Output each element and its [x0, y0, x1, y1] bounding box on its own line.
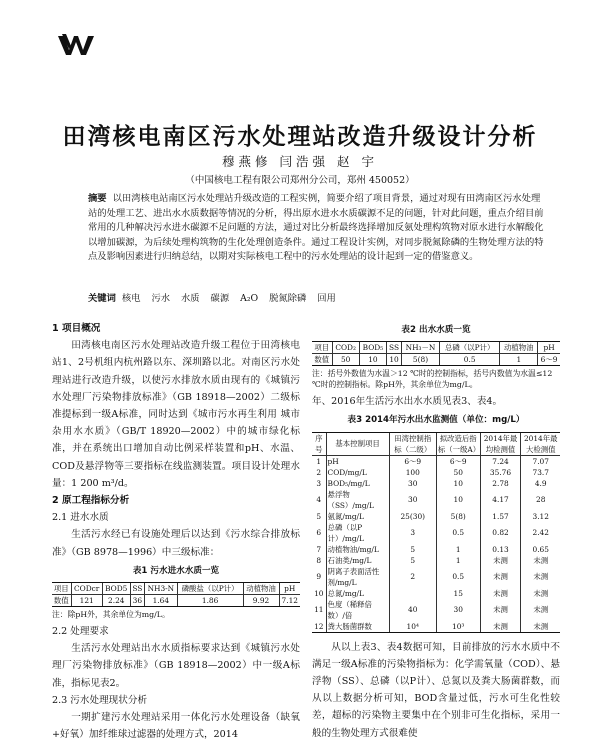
- table-caption: 表1 污水进水水质一览: [132, 565, 220, 576]
- subsection-heading: 2.1 进水水质: [52, 512, 109, 524]
- table-row: [312, 511, 560, 522]
- table-header-cell: 项目: [52, 583, 71, 595]
- table-cell: 未测: [521, 599, 560, 621]
- table-header-cell: 2014年最均检测值: [480, 432, 521, 455]
- table-cell: [389, 588, 436, 599]
- table-cell: 8: [316, 555, 322, 565]
- table-cell: 7: [316, 544, 322, 554]
- keywords-label: 关键词: [88, 293, 116, 304]
- table-1: [52, 582, 300, 607]
- table-header-cell: BOD₅: [359, 342, 386, 354]
- section-heading: 1 项目概况: [52, 323, 101, 334]
- left-column: [52, 320, 300, 743]
- table-cell: 100: [389, 467, 436, 478]
- table-cell: 3: [316, 478, 322, 488]
- abstract-text: 以田湾核电站南区污水处理站升级改造的工程实例，简要介绍了项目背景，通过对现有田湾南区污水处理站的处理工艺、进出水水质数据等情况的分析，得出原水进水水质碳源不足的问题，针对此问题，重点介绍目前常用的几种解决污水进水碳源不足问题的方法，通过对比分析最终选择增加反氨处理构筑物对原水进行水解酸化以增加碳源，为后续处理构筑物的生化处理创造条件。通过工程设计实例，对同步脱氮除磷的生物处理方法的特点及影响因素进行归纳总结，以期对实际核电工程中的污水处理站的设计起到一定的借鉴意义。: [88, 193, 544, 263]
- table-cell: 30: [389, 478, 436, 489]
- table-cell: 0.82: [480, 522, 521, 544]
- table-cell: 3: [389, 522, 436, 544]
- table-cell: 4.17: [480, 489, 521, 511]
- table-cell: 10: [359, 354, 386, 366]
- table-header-cell: 基本控制项目: [326, 432, 389, 455]
- table-cell: 10: [436, 489, 480, 511]
- table-cell: 未测: [480, 588, 521, 599]
- table-cell: 石油类/mg/L: [326, 555, 389, 566]
- table-cell: 悬浮物（SS）/mg/L: [326, 489, 389, 511]
- table-header-cell: 序号: [312, 432, 326, 455]
- table-cell: 40: [389, 599, 436, 621]
- table-cell: 0.13: [480, 544, 521, 555]
- table-row: [312, 566, 560, 588]
- affiliation: （中国核电工程有限公司郑州分公司，郑州 450052）: [185, 175, 415, 186]
- subsection-heading: 2.3 污水处理现状分析: [52, 694, 148, 706]
- table-cell: 1: [436, 544, 480, 555]
- table-cell: COD/mg/L: [326, 467, 389, 478]
- table-cell: 9.92: [243, 595, 279, 607]
- table-header-cell: 总磷（以P计）: [439, 342, 500, 354]
- table-header-cell: 项目: [312, 342, 332, 354]
- table-cell: 1: [316, 456, 322, 466]
- table-cell: 未测: [480, 566, 521, 588]
- table-row: [312, 555, 560, 566]
- table-cell: 7.07: [521, 455, 560, 467]
- table-cell: 7.12: [279, 595, 300, 607]
- table-cell: 未测: [480, 599, 521, 621]
- table-row: [312, 544, 560, 555]
- paragraph: 生活污水处理站出水水质指标要求达到《城镇污水处理厂污染物排放标准》（GB 18918—2002）中一级A标准，指标见表2。: [52, 643, 300, 689]
- table-cell: 4: [316, 495, 322, 505]
- table-header-cell: SS: [387, 342, 402, 354]
- keywords: [88, 290, 548, 304]
- paragraph: 从以上表3、表4数据可知，目前排放的污水水质中不满足一级A标准的污染物指标为：化学需氧量（COD）、悬浮物（SS）、总磷（以P计）、总氮以及粪大肠菌群数，而从以上数据分析可知，BOD含量过低，污水可生化性较差，超标的污染物主要集中在个别非可生化指标，采用一般的生物处理方式很难使: [312, 641, 560, 739]
- right-column: [312, 320, 560, 742]
- table-cell: 50: [436, 467, 480, 478]
- table-cell: 总氮/mg/L: [326, 588, 389, 599]
- table-cell: 6～9: [389, 455, 436, 467]
- table-cell: 10: [436, 478, 480, 489]
- table-cell: 9: [316, 572, 322, 582]
- table-cell: 3.12: [521, 511, 560, 522]
- table-cell: 5(8): [436, 511, 480, 522]
- table-row: [312, 455, 560, 467]
- table-cell: 未测: [480, 621, 521, 633]
- table-cell: 10: [314, 588, 324, 598]
- table-cell: 73.7: [521, 467, 560, 478]
- subsection-heading: 2.2 处理要求: [52, 626, 109, 638]
- table-note: 注：括号外数值为水温＞12 ℃时的控制指标，括号内数值为水温≤12 ℃时的控制指标。除pH外，其余单位为mg/L。: [312, 369, 553, 390]
- table-header-cell: 动植物油: [500, 342, 538, 354]
- table-cell: 0.65: [521, 544, 560, 555]
- table-cell: 动植物油/mg/L: [326, 544, 389, 555]
- table-cell: 1.86: [177, 595, 243, 607]
- table-cell: 10⁴: [389, 621, 436, 633]
- table-cell: 28: [521, 489, 560, 511]
- table-cell: 36: [130, 595, 144, 607]
- table-3: [312, 432, 560, 633]
- table-cell: 10: [387, 354, 402, 366]
- table-header-cell: 田湾控制指标（二级）: [389, 432, 436, 455]
- table-cell: 阴离子表面活性剂/mg/L: [326, 566, 389, 588]
- table-header-cell: pH: [538, 342, 560, 354]
- table-row: [312, 478, 560, 489]
- authors: 穆燕修 闫浩强 赵 宇: [222, 154, 378, 169]
- table-header-cell: 2014年最大检测值: [521, 432, 560, 455]
- table-2: [312, 341, 560, 366]
- table-header-cell: COD₂: [332, 342, 359, 354]
- table-cell: 0.5: [436, 566, 480, 588]
- table-row: [312, 621, 560, 633]
- paragraph: 生活污水经已有设施处理后以达到《污水综合排放标准》（GB 8978—1996）中三级标准：: [52, 529, 300, 558]
- paper-title: 田湾核电南区污水处理站改造升级设计分析: [62, 124, 538, 150]
- table-header-cell: 动植物油: [243, 583, 279, 595]
- table-cell: 氨氮/mg/L: [326, 511, 389, 522]
- table-cell: 4.9: [521, 478, 560, 489]
- abstract-label: 摘要: [88, 193, 107, 204]
- table-cell: 50: [332, 354, 359, 366]
- table-cell: 0.5: [439, 354, 500, 366]
- table-cell: 未测: [521, 621, 560, 633]
- table-cell: 2.78: [480, 478, 521, 489]
- table-cell: 1: [436, 555, 480, 566]
- paragraph: 田湾核电南区污水处理站改造升级工程位于田湾核电站1、2号机组内杭州路以东、深圳路以北。对南区污水处理站进行改造升级，以使污水排放水质由现有的《城镇污水处理厂污染物排放标准》（GB 18918—2002）二级标准提标到一级A标准，同时达到《城市污水再生利用 城市杂用水水质》（GB/T 18920—2002）中的城市绿化标准，并在系统出口增加自动比例采样装置和pH、水温、COD及悬浮物等三要指标在线监测装置。项目设计处理水量：1 200 m³/d。: [52, 340, 300, 489]
- table-row: [312, 467, 560, 478]
- table-row: [312, 599, 560, 621]
- table-cell: 121: [71, 595, 102, 607]
- table-cell: 数值: [52, 595, 71, 607]
- table-note: 注：除pH外，其余单位为mg/L。: [52, 610, 170, 620]
- table-cell: 30: [436, 599, 480, 621]
- table-cell: 2: [389, 566, 436, 588]
- table-cell: 30: [389, 489, 436, 511]
- paragraph: 年、2016年生活污水出水水质见表3、表4。: [312, 396, 503, 408]
- table-cell: 色度（稀释倍数）/倍: [326, 599, 389, 621]
- table-cell: 5(8): [402, 354, 440, 366]
- table-cell: 6～9: [436, 455, 480, 467]
- table-cell: 6～9: [538, 354, 560, 366]
- table-header-cell: CODcr: [71, 583, 102, 595]
- table-cell: 25(30): [389, 511, 436, 522]
- table-cell: 12: [312, 621, 326, 633]
- table-cell: BOD₅/mg/L: [326, 478, 389, 489]
- table-cell: 10³: [436, 621, 480, 633]
- table-cell: 未测: [480, 555, 521, 566]
- table-header-cell: 拟改造后指标（一级A）: [437, 433, 481, 454]
- table-header-cell: NH3-N: [145, 583, 178, 595]
- table-cell: 1.57: [480, 511, 521, 522]
- table-cell: 7.24: [480, 455, 521, 467]
- table-cell: pH: [326, 455, 389, 467]
- table-caption: 表3 2014年污水出水监测值（单位：mg/L）: [347, 415, 525, 426]
- table-cell: 15: [436, 588, 480, 599]
- table-cell: 未测: [521, 588, 560, 599]
- table-row: [312, 522, 560, 544]
- table-cell: 5: [389, 555, 436, 566]
- table-header-cell: NH₃－N: [402, 342, 440, 354]
- table-cell: 5: [316, 511, 322, 521]
- table-cell: 2.24: [102, 595, 130, 607]
- paragraph: 一期扩建污水处理站采用一体化污水处理设备（缺氧+好氧）加纤维球过滤器的处理方式，2014: [52, 712, 300, 741]
- table-header-cell: BOD5: [102, 583, 130, 595]
- table-header-cell: 磷酸盐（以P计）: [177, 583, 243, 595]
- table-cell: 11: [314, 605, 324, 615]
- keywords-list: 核电 污水 水质 碳源 A₂O 脱氮除磷 回用: [121, 293, 336, 304]
- table-caption: 表2 出水水质一览: [401, 325, 471, 335]
- table-cell: 数值: [312, 354, 332, 366]
- table-cell: 35.76: [480, 467, 521, 478]
- table-cell: 1: [500, 354, 538, 366]
- section-heading: 2 原工程指标分析: [52, 495, 130, 507]
- table-cell: 粪大肠菌群数: [326, 621, 389, 633]
- table-header-cell: pH: [279, 583, 300, 595]
- table-cell: 6: [316, 528, 322, 538]
- table-cell: 2: [316, 467, 322, 477]
- abstract: [88, 192, 548, 265]
- table-cell: 1.64: [145, 595, 178, 607]
- table-row: [312, 588, 560, 599]
- double-w-logo-icon: [58, 34, 98, 56]
- table-header-cell: SS: [130, 583, 144, 595]
- table-cell: 5: [389, 544, 436, 555]
- table-cell: 总磷（以P计）/mg/L: [326, 522, 389, 544]
- table-cell: 未测: [521, 566, 560, 588]
- table-cell: 未测: [521, 555, 560, 566]
- table-row: [312, 489, 560, 511]
- table-cell: 2.42: [521, 522, 560, 544]
- table-cell: 0.5: [436, 522, 480, 544]
